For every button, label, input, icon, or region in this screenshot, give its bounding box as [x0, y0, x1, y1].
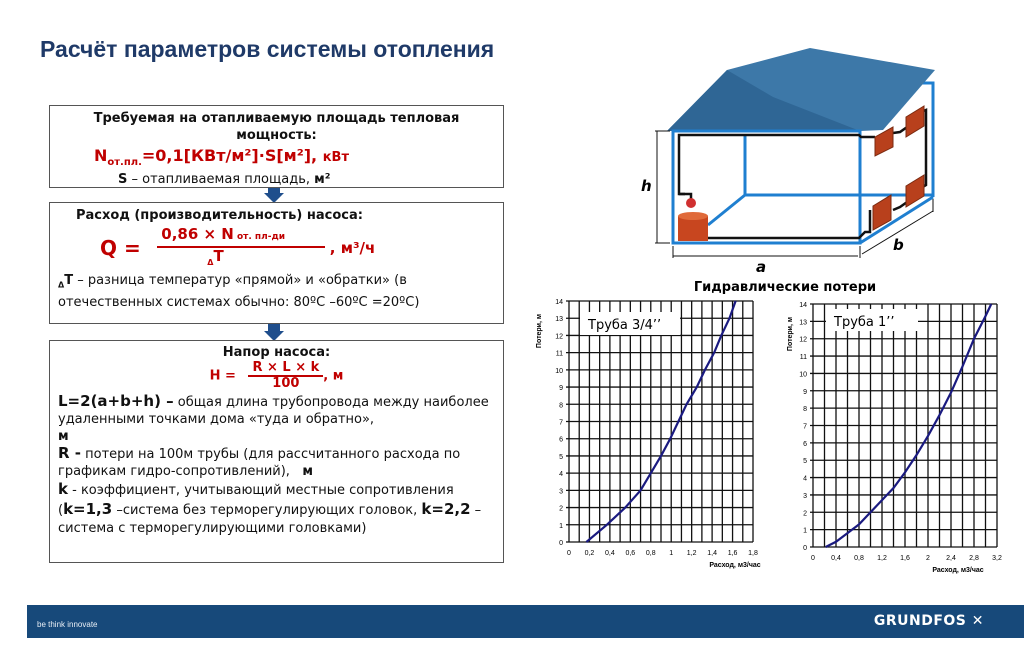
- flow-numerator-sub: от. пл-ди: [233, 232, 286, 242]
- y-tick-label: 9: [803, 388, 807, 396]
- x-tick-label: 1,6: [727, 550, 738, 557]
- legend-label: Труба 3/4’’: [588, 318, 662, 333]
- formula-unit: кВт: [322, 150, 349, 165]
- s-text: – отапливаемая площадь,: [127, 172, 315, 188]
- y-tick-label: 13: [555, 316, 563, 324]
- label-h: h: [641, 177, 652, 195]
- flow-unit: , м³/ч: [329, 239, 376, 257]
- x-tick-label: 2,4: [946, 555, 956, 562]
- t-symbol: T: [64, 273, 74, 288]
- y-tick-label: 3: [559, 488, 563, 496]
- formula-rest: =0,1[КВт/м²]·S[м²],: [141, 146, 318, 165]
- k-value-2: k=2,2: [421, 500, 471, 518]
- charts-title: Гидравлические потери: [693, 280, 877, 295]
- x-tick-label: 0,4: [605, 550, 615, 557]
- y-tick-label: 2: [803, 510, 807, 518]
- r-symbol: R -: [58, 444, 81, 462]
- y-tick-label: 9: [559, 385, 563, 393]
- flow-denominator: T: [213, 247, 224, 265]
- x-tick-label: 3,2: [992, 555, 1002, 562]
- x-axis-label: Расход, м3/час: [709, 562, 761, 569]
- x-tick-label: 0: [811, 555, 815, 562]
- l-text: общая длина трубопровода между наиболее удаленными точками дома «туда и обратно»,: [58, 395, 489, 427]
- pump-head-heading: Напор насоса:: [222, 345, 331, 360]
- x-tick-label: 1,2: [877, 555, 887, 562]
- y-tick-label: 10: [555, 367, 563, 375]
- l-unit: м: [58, 429, 69, 444]
- y-tick-label: 4: [559, 471, 563, 479]
- y-tick-label: 14: [799, 302, 807, 309]
- y-tick-label: 7: [803, 423, 807, 431]
- y-tick-label: 6: [559, 436, 563, 444]
- x-tick-label: 0,2: [584, 550, 595, 557]
- label-b: b: [893, 236, 904, 254]
- s-symbol: S: [118, 172, 128, 188]
- h-label: H =: [209, 368, 236, 384]
- x-tick-label: 0,6: [625, 550, 636, 557]
- k-text: – система с терморегулирующими головками): [58, 503, 482, 536]
- x-tick-label: 2,8: [969, 555, 979, 562]
- y-tick-label: 12: [799, 336, 807, 344]
- grundfos-x-icon: ✕: [971, 613, 984, 629]
- logo-text: GRUNDFOS: [873, 613, 967, 629]
- legend-label: Труба 1’’: [834, 315, 895, 330]
- flow-numerator: 0,86 × N: [161, 225, 234, 243]
- head-numerator: R × L × k: [248, 361, 323, 377]
- y-axis-label: Потери, м: [536, 313, 543, 349]
- y-tick-label: 3: [803, 492, 807, 500]
- y-tick-label: 5: [559, 453, 563, 461]
- delta-symbol: Δ: [58, 280, 65, 290]
- x-tick-label: 1,8: [748, 550, 758, 557]
- y-tick-label: 8: [803, 406, 807, 414]
- x-tick-label: 0,8: [645, 550, 656, 557]
- chart-1: [536, 299, 761, 569]
- x-tick-label: 1,4: [707, 550, 717, 557]
- r-unit: м: [302, 464, 313, 479]
- l-symbol: L=2(a+b+h) –: [58, 392, 174, 410]
- y-tick-label: 6: [803, 440, 807, 448]
- y-tick-label: 8: [559, 402, 563, 410]
- x-tick-label: 1,6: [900, 555, 910, 562]
- q-label: Q =: [100, 236, 141, 260]
- page-title: Расчёт параметров системы отопления: [40, 36, 495, 62]
- y-tick-label: 1: [803, 527, 807, 535]
- x-tick-label: 1: [669, 550, 674, 557]
- head-denominator: 100: [272, 376, 300, 391]
- y-tick-label: 11: [555, 350, 563, 358]
- k-symbol: k: [58, 480, 68, 498]
- x-axis-label: Расход, м3/час: [932, 567, 984, 574]
- r-text: потери на 100м трубы (для рассчитанного расхода по графикам гидро-сопротивлений),: [58, 447, 461, 479]
- x-tick-label: 0,8: [854, 555, 864, 562]
- delta-t-text: – разница температур «прямой» и «обратки» (в отечественных системах обычно: 80ºС –60ºС =20ºС): [58, 273, 420, 310]
- y-tick-label: 14: [555, 299, 563, 306]
- y-tick-label: 11: [799, 354, 807, 362]
- y-axis-label: Потери, м: [787, 316, 794, 352]
- s-unit: м²: [314, 172, 331, 188]
- head-unit: , м: [323, 368, 344, 384]
- boiler: [678, 198, 708, 241]
- pump-flow-heading: Расход (производительность) насоса:: [76, 208, 363, 223]
- y-tick-label: 7: [559, 419, 563, 427]
- y-tick-label: 5: [803, 458, 807, 466]
- k-text: - коэффициент, учитывающий местные сопротивления (: [58, 483, 454, 518]
- footer-tagline: be think innovate: [37, 620, 98, 629]
- grundfos-logo: [874, 613, 984, 629]
- x-tick-label: 2: [926, 555, 930, 562]
- footer-bar: [27, 605, 1024, 638]
- y-tick-label: 2: [559, 505, 563, 513]
- formula-n: N: [94, 146, 108, 165]
- label-a: a: [756, 258, 767, 276]
- k-value-1: k=1,3: [63, 500, 113, 518]
- y-tick-label: 13: [799, 319, 807, 327]
- formula-n-sub: от.пл.: [107, 157, 142, 169]
- x-tick-label: 0,4: [831, 555, 841, 562]
- k-text: –система без терморегулирующих головок,: [112, 503, 422, 518]
- y-tick-label: 1: [559, 522, 563, 530]
- y-tick-label: 10: [799, 371, 807, 379]
- y-tick-label: 0: [559, 540, 563, 547]
- y-tick-label: 4: [803, 475, 807, 483]
- x-tick-label: 0: [567, 550, 571, 557]
- delta-symbol: Δ: [207, 258, 214, 267]
- y-tick-label: 12: [555, 333, 563, 341]
- y-tick-label: 0: [803, 545, 807, 552]
- chart-2: [787, 302, 1002, 574]
- heat-power-heading: Требуемая на отапливаемую площадь тепловая мощность:: [93, 111, 460, 143]
- x-tick-label: 1,2: [686, 550, 697, 557]
